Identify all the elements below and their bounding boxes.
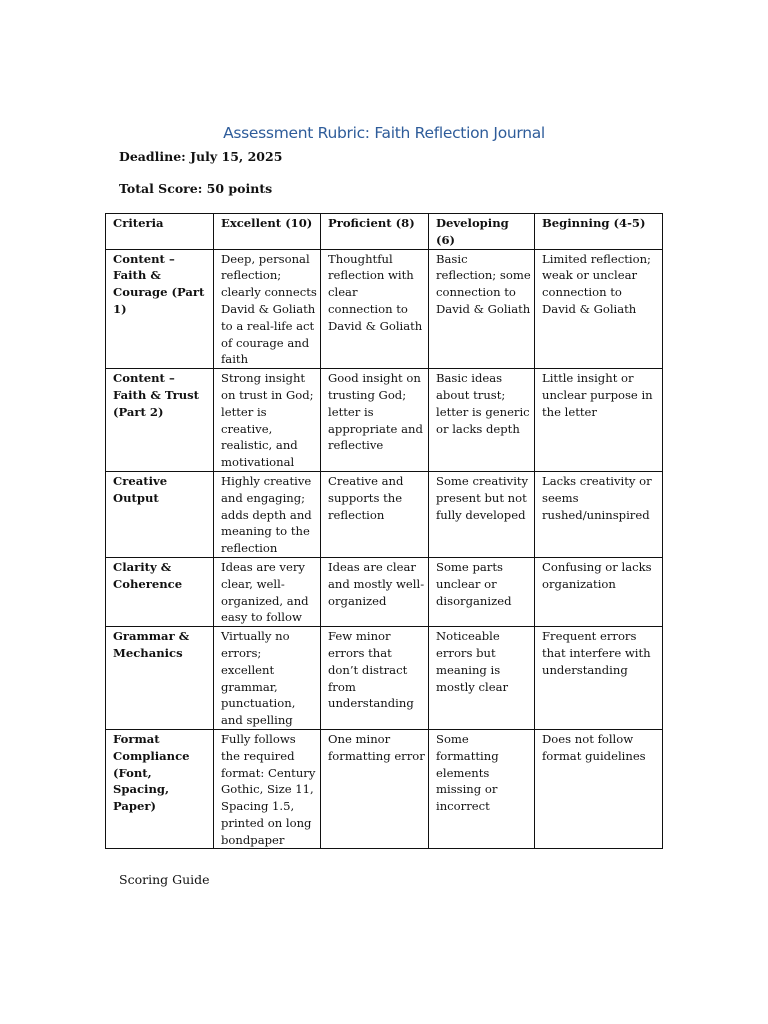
deadline-line: Deadline: July 15, 2025 [119, 149, 283, 164]
table-row [106, 369, 663, 472]
scoring-guide-heading: Scoring Guide [119, 872, 210, 887]
proficient-cell: Thoughtful reflection with clear connection to David & Goliath [321, 249, 429, 369]
header-criteria: Criteria [106, 214, 214, 250]
excellent-cell: Ideas are very clear, well-organized, and easy to follow [214, 557, 321, 626]
table-row [106, 249, 663, 369]
excellent-cell: Strong insight on trust in God; letter is creative, realistic, and motivational [214, 369, 321, 472]
proficient-cell: One minor formatting error [321, 729, 429, 849]
table-row [106, 627, 663, 730]
criteria-cell: Clarity & Coherence [106, 557, 214, 626]
criteria-cell: Creative Output [106, 471, 214, 557]
developing-cell: Some creativity present but not fully developed [429, 471, 535, 557]
beginning-cell: Lacks creativity or seems rushed/uninspired [535, 471, 663, 557]
developing-cell: Some parts unclear or disorganized [429, 557, 535, 626]
criteria-cell: Format Compliance (Font, Spacing, Paper) [106, 729, 214, 849]
table-row [106, 557, 663, 626]
header-beginning: Beginning (4-5) [535, 214, 663, 250]
excellent-cell: Deep, personal reflection; clearly connects David & Goliath to a real-life act of courage and faith [214, 249, 321, 369]
rubric-table [105, 213, 663, 849]
criteria-cell: Content – Faith & Courage (Part 1) [106, 249, 214, 369]
excellent-cell: Virtually no errors; excellent grammar, punctuation, and spelling [214, 627, 321, 730]
criteria-cell: Content – Faith & Trust (Part 2) [106, 369, 214, 472]
criteria-cell: Grammar & Mechanics [106, 627, 214, 730]
table-row [106, 729, 663, 849]
developing-cell: Some formatting elements missing or incorrect [429, 729, 535, 849]
header-developing: Developing (6) [429, 214, 535, 250]
beginning-cell: Does not follow format guidelines [535, 729, 663, 849]
excellent-cell: Highly creative and engaging; adds depth and meaning to the reflection [214, 471, 321, 557]
page-title: Assessment Rubric: Faith Reflection Journal [223, 124, 545, 142]
excellent-cell: Fully follows the required format: Century Gothic, Size 11, Spacing 1.5, printed on long bondpaper [214, 729, 321, 849]
table-header-row [106, 214, 663, 250]
table-row [106, 471, 663, 557]
proficient-cell: Ideas are clear and mostly well-organized [321, 557, 429, 626]
beginning-cell: Confusing or lacks organization [535, 557, 663, 626]
proficient-cell: Creative and supports the reflection [321, 471, 429, 557]
proficient-cell: Good insight on trusting God; letter is appropriate and reflective [321, 369, 429, 472]
developing-cell: Basic reflection; some connection to David & Goliath [429, 249, 535, 369]
total-score-line: Total Score: 50 points [119, 181, 273, 196]
proficient-cell: Few minor errors that don’t distract from understanding [321, 627, 429, 730]
beginning-cell: Limited reflection; weak or unclear connection to David & Goliath [535, 249, 663, 369]
beginning-cell: Frequent errors that interfere with understanding [535, 627, 663, 730]
developing-cell: Noticeable errors but meaning is mostly clear [429, 627, 535, 730]
header-proficient: Proficient (8) [321, 214, 429, 250]
developing-cell: Basic ideas about trust; letter is generic or lacks depth [429, 369, 535, 472]
beginning-cell: Little insight or unclear purpose in the letter [535, 369, 663, 472]
header-excellent: Excellent (10) [214, 214, 321, 250]
